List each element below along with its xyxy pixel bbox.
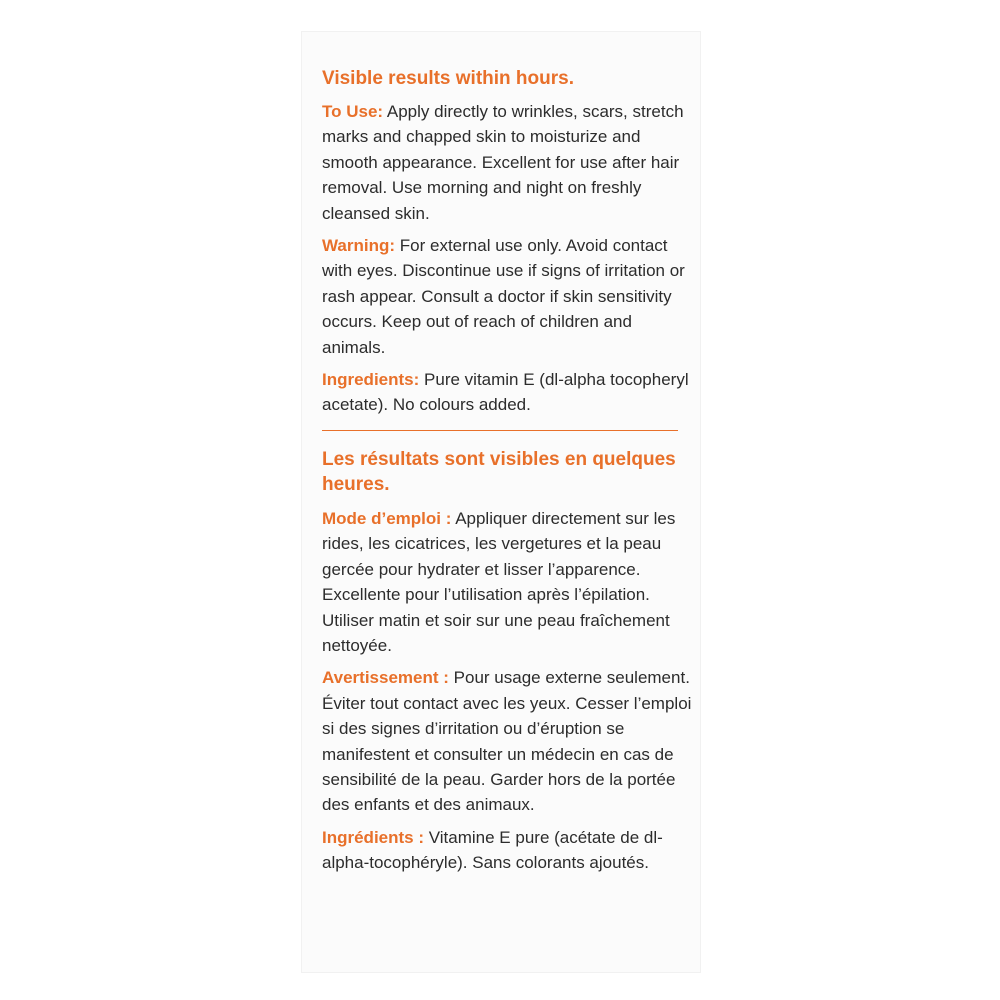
to-use-text: Apply directly to wrinkles, scars, stretch marks and chapped skin to moisturize and smooth appearance. Excellent for use after hair removal. Use morning and night on freshly cleansed skin. xyxy=(322,102,684,223)
ingredients-fr-text: Vitamine E pure (acétate de dl-alpha-tocophéryle). Sans colorants ajoutés. xyxy=(322,827,663,873)
product-label-panel xyxy=(302,32,700,972)
to-use-label: To Use: xyxy=(322,102,384,121)
avertissement-paragraph xyxy=(322,665,694,817)
warning-paragraph xyxy=(322,233,694,360)
french-heading: Les résultats sont visibles en quelques heures. xyxy=(322,448,676,495)
mode-emploi-text: Appliquer directement sur les rides, les cicatrices, les vergetures et la peau gercée pour hydrater et lisser l’apparence. Excellente pour l’utilisation après l’épilation. Utiliser matin et soir sur une peau fraîchement nettoyée. xyxy=(322,508,676,655)
label-content xyxy=(322,66,694,883)
section-divider xyxy=(322,430,678,431)
ingredients-text: Pure vitamin E (dl-alpha tocopheryl acetate). No colours added. xyxy=(322,370,689,415)
mode-emploi-label: Mode d’emploi : xyxy=(322,508,452,528)
ingredients-paragraph xyxy=(322,367,694,418)
english-section xyxy=(322,66,694,418)
to-use-paragraph xyxy=(322,99,694,226)
warning-text: For external use only. Avoid contact with eyes. Discontinue use if signs of irritation or rash appear. Consult a doctor if skin sensitivity occurs. Keep out of reach of children and animals. xyxy=(322,236,685,357)
avertissement-label: Avertissement : xyxy=(322,668,449,688)
warning-label: Warning: xyxy=(322,236,396,256)
english-heading: Visible results within hours. xyxy=(322,68,574,89)
ingredients-fr-label: Ingrédients : xyxy=(322,827,425,847)
ingredients-label: Ingredients: xyxy=(322,370,420,390)
ingredients-fr-paragraph xyxy=(322,825,694,876)
mode-emploi-paragraph xyxy=(322,506,694,658)
french-section xyxy=(322,447,694,876)
avertissement-text: Pour usage externe seulement. Éviter tout contact avec les yeux. Cesser l’emploi si des signes d’irritation ou d’éruption se manifestent et consulter un médecin en cas de sensibilité de la peau. Garder hors de la portée des enfants et des animaux. xyxy=(322,668,692,815)
